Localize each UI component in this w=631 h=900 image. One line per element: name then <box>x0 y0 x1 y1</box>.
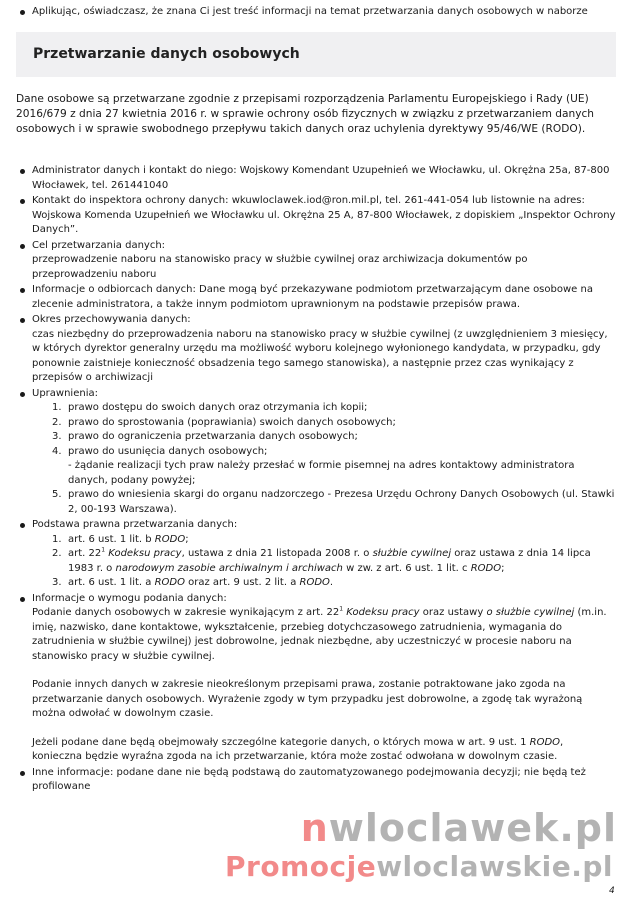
list-item-rights <box>16 387 616 518</box>
requirement-paragraph: Podanie innych danych w zakresie nieokreślonym przepisami prawa, zostanie potraktowane jako zgoda na przetwarzanie danych osobowych. Wyrażenie zgody w tym przypadku jest dobrowolne, a zgodę tak wyrażoną można odwołać w dowolnym czasie. <box>32 679 583 719</box>
list-item-retention <box>16 313 616 386</box>
rights-item: 5. prawo do wniesienia skargi do organu nadzorczego - Prezesa Urzędu Ochrony Danych Osobowych (ul. Stawki 2, 00-193 Warszawa). <box>52 489 615 515</box>
requirement-paragraph: Jeżeli podane dane będą obejmowały szczególne kategorie danych, o których mowa w art. 9 ust. 1 RODO, konieczna będzie wyraźna zgoda na ich przetwarzanie, która może zostać odwołana w dowolnym czasie. <box>32 736 564 762</box>
legal-basis-item: 3. art. 6 ust. 1 lit. a RODO oraz art. 9 ust. 2 lit. a RODO. <box>52 577 334 588</box>
purpose-text: przeprowadzenie naboru na stanowisko pracy w służbie cywilnej oraz archiwizacja dokumentów po przeprowadzeniu naboru <box>32 254 528 280</box>
rights-item: 4. prawo do usunięcia danych osobowych; - żądanie realizacji tych praw należy przesłać w formie pisemnej na adres kontaktowy administratora danych, podany powyżej; <box>52 445 575 486</box>
retention-label: Okres przechowywania danych: <box>32 314 191 325</box>
legal-basis-item: 2. art. $22^1$ Kodeksu pracy, ustawa z dnia 21 listopada 2008 r. o służbie cywilnej oraz ustawa z dnia 14 lipca 1983 r. o narodowym zasobie archiwalnym i archiwach w zw. z art. 6 ust. 1 lit. c RODO; <box>52 546 591 574</box>
consent-note: Aplikując, oświadczasz, że znana Ci jest treść informacji na temat przetwarzania danych osobowych w naborze <box>16 5 616 20</box>
section-title: Przetwarzanie danych osobowych <box>33 46 300 62</box>
page-number: 4 <box>609 886 615 896</box>
rights-list <box>32 401 616 517</box>
list-item-purpose <box>16 239 616 283</box>
legal-basis-item: 1. art. 6 ust. 1 lit. b RODO; <box>52 533 189 545</box>
legal-basis-list <box>32 533 616 591</box>
gdpr-info-list <box>16 164 616 796</box>
list-item-requirement <box>16 592 616 765</box>
rights-item: 3. prawo do ograniczenia przetwarzania danych osobowych; <box>52 431 358 442</box>
rights-item: 2. prawo do sprostowania (poprawiania) swoich danych osobowych; <box>52 416 396 428</box>
list-item-other: Inne informacje: podane dane nie będą podstawą do zautomatyzowanego podejmowania decyzji; nie będą też profilowane <box>16 766 616 795</box>
requirement-paragraph: Podanie danych osobowych w zakresie wynikającym z art. $22^1$ Kodeksu pracy oraz ustawy o służbie cywilnej (m.in. imię, nazwisko, dane kontaktowe, wykształcenie, przebieg dotychczasowego zatrudnienia, wymagania do zatrudnienia w służbie cywilnej) jest dobrowolne, jednak niezbędne, aby uczestniczyć w procesie naboru na stanowisko pracy w służbie cywilnej. <box>32 605 607 662</box>
rights-item: 1. prawo dostępu do swoich danych oraz otrzymania ich kopii; <box>52 402 368 413</box>
watermark-promocjewloclawskie: Promocjewloclawskie.pl <box>225 850 613 883</box>
list-item-admin: Administrator danych i kontakt do niego: Wojskowy Komendant Uzupełnień we Włocławku, ul. Okrężna 25a, 87-800 Włocławek, tel. 261441040 <box>16 164 616 193</box>
legal-basis-label: Podstawa prawna przetwarzania danych: <box>32 519 238 530</box>
list-item-recipients: Informacje o odbiorcach danych: Dane mogą być przekazywane podmiotom przetwarzającym dane osobowe na zlecenie administratora, a także innym podmiotom uprawnionym na podstawie przepisów prawa. <box>16 283 616 312</box>
top-bullet <box>16 5 616 20</box>
list-item-iod: Kontakt do inspektora ochrony danych: wkuwloclawek.iod@ron.mil.pl, tel. 261-441-054 lub listownie na adres: Wojskowa Komenda Uzupełnień we Włocławku ul. Okrężna 25 A, 87-800 Włocławek, z dopiskiem „Inspektor Ochrony Danych”. <box>16 194 616 238</box>
section-header <box>16 32 616 77</box>
retention-text: czas niezbędny do przeprowadzenia naboru na stanowisko pracy w służbie cywilnej (z uwzględnieniem 3 miesięcy, w których dyrektor generalny urzędu ma możliwość wyboru kolejnego wyłonionego kandydata, w przypadku, gdy ponownie zaistnieje konieczność obsadzenia tego samego stanowiska), a następnie przez czas wynikający z przepisów o archiwizacji <box>32 328 608 383</box>
list-item-legal-basis <box>16 518 616 591</box>
rights-note: - żądanie realizacji tych praw należy przesłać w formie pisemnej na adres kontaktowy administratora danych, podany powyżej; <box>68 460 575 486</box>
requirement-label: Informacje o wymogu podania danych: <box>32 592 227 604</box>
purpose-label: Cel przetwarzania danych: <box>32 239 166 251</box>
watermark-nwloclawek: nwloclawek.pl <box>300 806 617 850</box>
rights-label: Uprawnienia: <box>32 387 98 399</box>
intro-paragraph: Dane osobowe są przetwarzane zgodnie z przepisami rozporządzenia Parlamentu Europejskiego i Rady (UE) 2016/679 z dnia 27 kwietnia 2016 r. w sprawie ochrony osób fizycznych w związku z przetwarzaniem danych osobowych i w sprawie swobodnego przepływu takich danych oraz uchylenia dyrektywy 95/46/WE (RODO). <box>16 93 594 135</box>
